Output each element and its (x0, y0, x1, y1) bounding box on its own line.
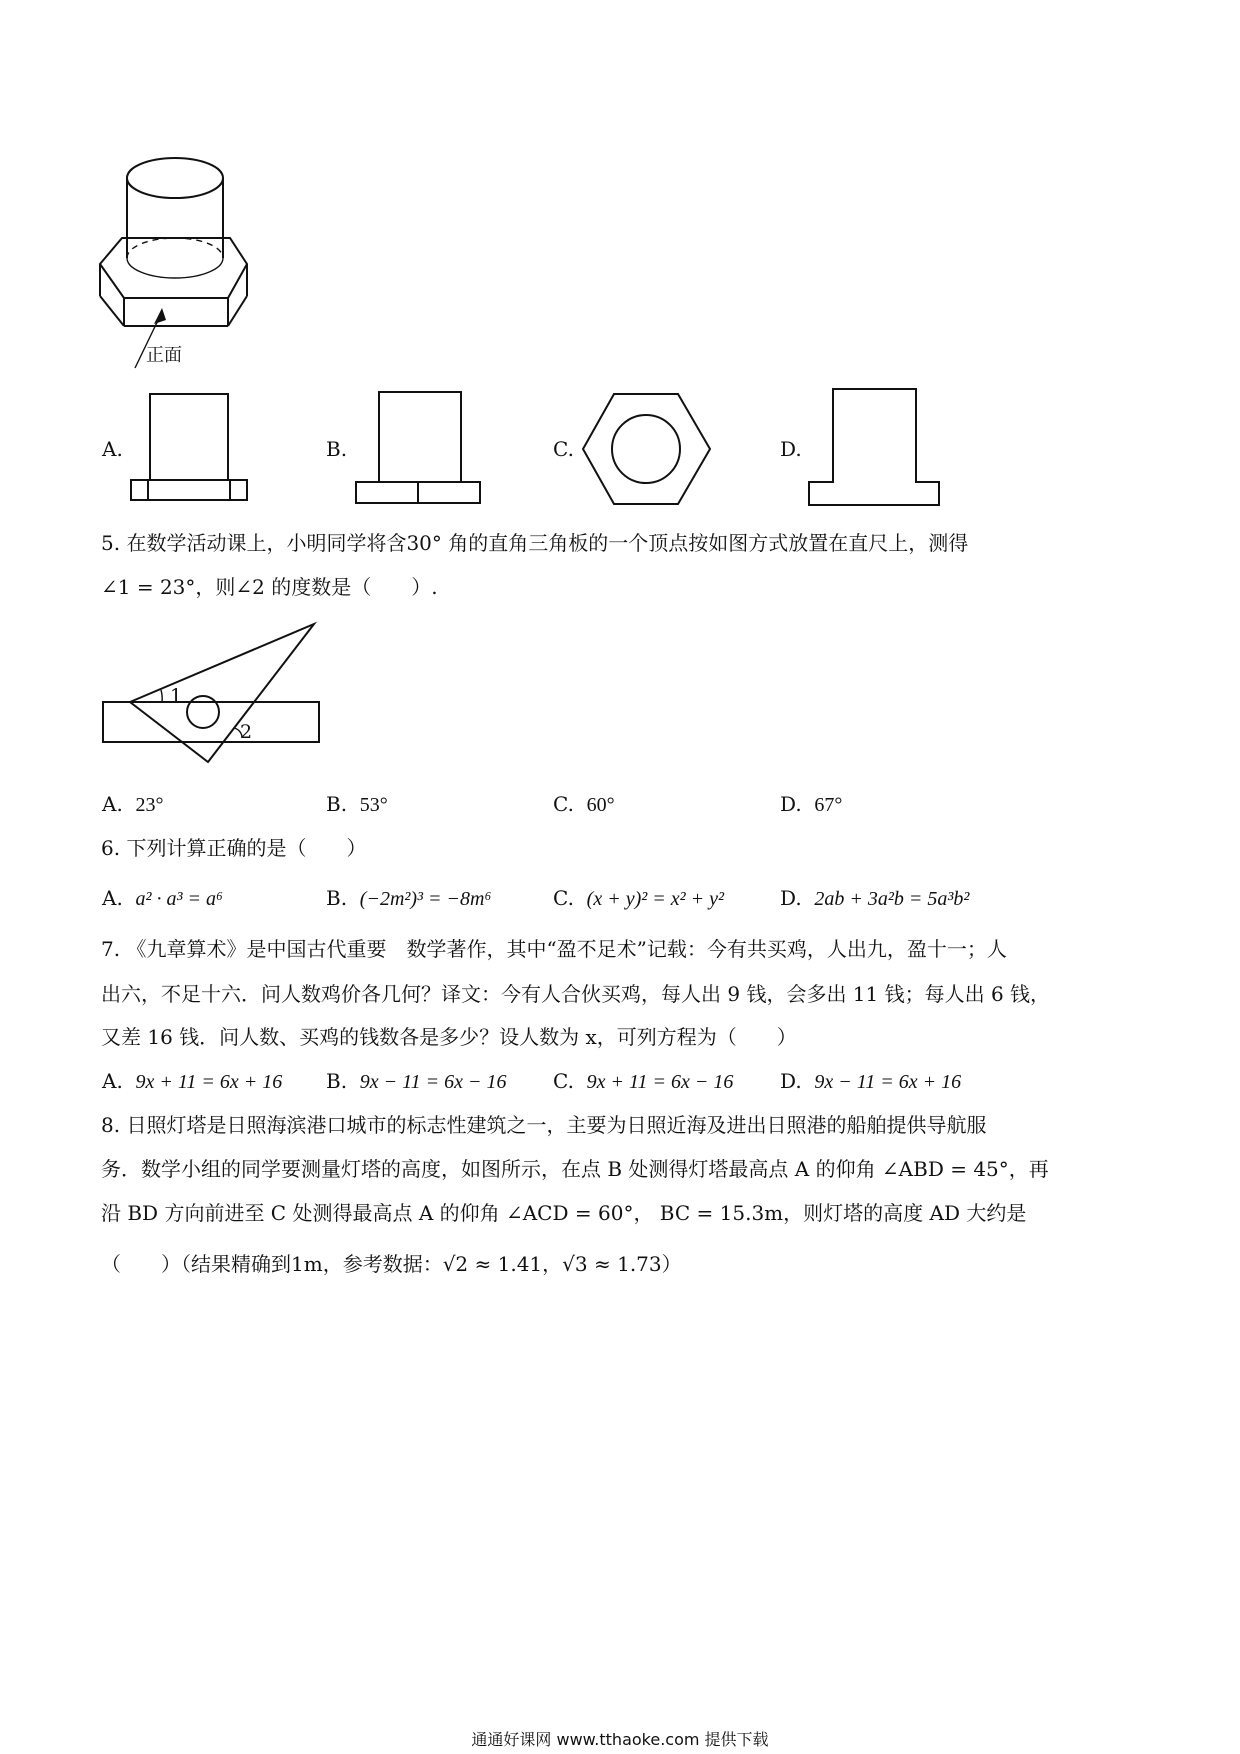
q5-option-d-value: 67° (814, 794, 843, 816)
q4-option-b-letter[interactable]: B. (326, 437, 348, 461)
q6-stem: 6. 下列计算正确的是（ ） (101, 836, 367, 860)
q7-stem-line2: 出六，不足十六．问人数鸡价各几何？译文：今有人合伙买鸡，每人出 9 钱，会多出 11 钱；每人出 6 钱， (101, 982, 1051, 1006)
q5-angle1-label: 1 (170, 685, 183, 707)
q6-option-b[interactable] (326, 886, 491, 911)
q4-option-c-figure[interactable] (582, 393, 712, 507)
q6-option-b-letter: B. (326, 886, 348, 910)
q4-option-b-figure[interactable] (355, 391, 485, 505)
q7-option-c-letter: C. (553, 1069, 574, 1093)
q7-option-a-letter: A. (102, 1069, 123, 1093)
q7-stem-line3: 又差 16 钱．问人数、买鸡的钱数各是多少？设人数为 x，可列方程为（ ） (101, 1025, 797, 1049)
q8-stem-line4: （ ）（结果精确到1m，参考数据：√2 ≈ 1.41，√3 ≈ 1.73） (101, 1252, 682, 1276)
q7-stem-line1: 7. 《九章算术》是中国古代重要 数学著作，其中“盈不足术”记载：今有共买鸡，人出九，盈十一；人 (101, 937, 1007, 961)
q7-option-c-value: 9x + 11 = 6x − 16 (586, 1071, 734, 1093)
q5-option-a-value: 23° (135, 794, 164, 816)
q5-stem-line1: 5. 在数学活动课上，小明同学将含30° 角的直角三角板的一个顶点按如图方式放置在直尺上，测得 (101, 531, 969, 555)
q8-stem-line1: 8. 日照灯塔是日照海滨港口城市的标志性建筑之一，主要为日照近海及进出日照港的船舶提供导航服 (101, 1113, 987, 1137)
q5-option-d-letter: D. (780, 792, 802, 816)
q6-option-d-value: 2ab + 3a²b = 5a³b² (814, 888, 970, 910)
q7-option-d-value: 9x − 11 = 6x + 16 (814, 1071, 962, 1093)
q4-option-a-letter[interactable]: A. (102, 437, 123, 461)
q7-option-c[interactable] (553, 1069, 733, 1094)
q8-stem-line2: 务．数学小组的同学要测量灯塔的高度，如图所示，在点 B 处测得灯塔最高点 A 的仰角 ∠ABD = 45°，再 (101, 1157, 1049, 1181)
q6-option-a[interactable] (102, 886, 223, 911)
q5-option-d[interactable] (780, 792, 842, 817)
q4-option-a-figure[interactable] (130, 393, 250, 503)
q6-option-c[interactable] (553, 886, 724, 911)
q5-option-c-letter: C. (553, 792, 574, 816)
q7-option-a-value: 9x + 11 = 6x + 16 (135, 1071, 283, 1093)
page-footer: 通通好课网 www.tthaoke.com 提供下载 (471, 1730, 769, 1749)
q8-stem-line3: 沿 BD 方向前进至 C 处测得最高点 A 的仰角 ∠ACD = 60°， BC = 15.3m，则灯塔的高度 AD 大约是 (101, 1201, 1027, 1225)
q7-option-a[interactable] (102, 1069, 282, 1094)
q5-stem-line2: ∠1 = 23°，则∠2 的度数是（ ）. (101, 575, 438, 599)
q5-option-c[interactable] (553, 792, 615, 817)
q6-option-c-letter: C. (553, 886, 574, 910)
q4-option-d-letter[interactable]: D. (780, 437, 802, 461)
q6-option-b-value: (−2m²)³ = −8m⁶ (359, 888, 492, 910)
q7-option-b-letter: B. (326, 1069, 348, 1093)
q5-option-b[interactable] (326, 792, 388, 817)
q6-option-a-letter: A. (102, 886, 123, 910)
q5-option-c-value: 60° (586, 794, 615, 816)
q7-option-b[interactable] (326, 1069, 507, 1094)
q5-option-a[interactable] (102, 792, 164, 817)
q5-angle2-label: 2 (240, 721, 253, 743)
q6-option-d[interactable] (780, 886, 969, 911)
q6-option-d-letter: D. (780, 886, 802, 910)
q7-option-b-value: 9x − 11 = 6x − 16 (359, 1071, 507, 1093)
q4-option-d-figure[interactable] (808, 388, 942, 508)
q4-front-label: 正面 (146, 345, 182, 366)
q4-option-c-letter[interactable]: C. (553, 437, 574, 461)
q6-option-c-value: (x + y)² = x² + y² (586, 888, 724, 910)
q5-triangle-ruler-figure (100, 620, 330, 770)
q5-option-b-value: 53° (359, 794, 388, 816)
q7-option-d[interactable] (780, 1069, 961, 1094)
q5-option-b-letter: B. (326, 792, 348, 816)
q6-option-a-value: a² · a³ = a⁶ (135, 888, 223, 910)
q5-option-a-letter: A. (102, 792, 123, 816)
q7-option-d-letter: D. (780, 1069, 802, 1093)
